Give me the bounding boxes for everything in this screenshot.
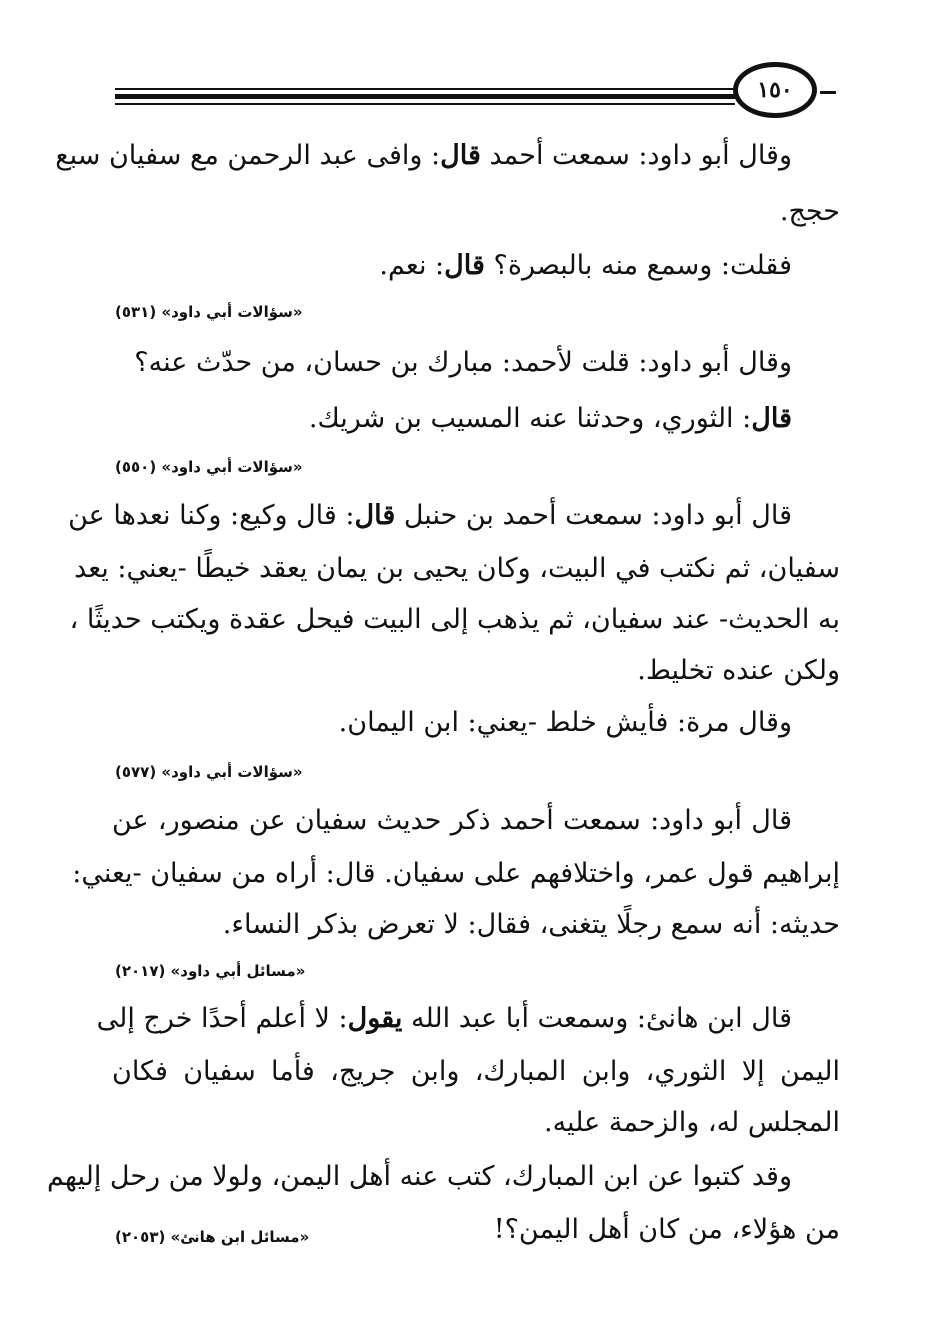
- paragraph: [47, 1003, 840, 1263]
- text-line: اليمن إلا الثوري، وابن المبارك، وابن جريج، فأما سفيان فكان: [112, 1056, 840, 1087]
- header-rule: [115, 94, 735, 99]
- text-line: المجلس له، والزحمة عليه.: [544, 1107, 840, 1138]
- page-number: ١٥٠: [733, 62, 817, 118]
- text-line: سفيان، ثم نكتب في البيت، وكان يحيى بن يمان يعقد خيطًا -يعني: يعد: [74, 553, 840, 584]
- text-line: قال أبو داود: سمعت أحمد ذكر حديث سفيان عن منصور، عن: [112, 805, 792, 836]
- source-citation: «سؤالات أبي داود» (٥٣١): [115, 303, 303, 321]
- text-line: من هؤلاء، من كان أهل اليمن؟!: [493, 1214, 840, 1245]
- text-line: ولكن عنده تخليط.: [637, 655, 840, 686]
- source-citation: «سؤالات أبي داود» (٥٧٧): [115, 763, 303, 781]
- text-line: به الحديث- عند سفيان، ثم يذهب إلى البيت فيحل عقدة ويكتب حديثًا ،: [69, 604, 840, 635]
- text-line: إبراهيم قول عمر، واختلافهم على سفيان. قال: أراه من سفيان -يعني:: [72, 858, 840, 889]
- source-citation: «سؤالات أبي داود» (٥٥٠): [115, 458, 303, 476]
- text-line: قال ابن هانئ: وسمعت أبا عبد الله يقول: لا أعلم أحدًا خرج إلى: [96, 1003, 792, 1034]
- text-line: قال أبو داود: سمعت أحمد بن حنبل قال: قال وكيع: وكنا نعدها عن: [68, 500, 792, 531]
- header-rule: [115, 103, 735, 105]
- header-rule: [820, 91, 836, 94]
- paragraph: [68, 500, 840, 740]
- paragraph: [55, 140, 840, 290]
- text-line: فقلت: وسمع منه بالبصرة؟ قال: نعم.: [379, 250, 792, 281]
- source-citation: «مسائل ابن هانئ» (٢٠٥٣): [115, 1228, 310, 1246]
- source-citation: «مسائل أبي داود» (٢٠١٧): [115, 962, 306, 980]
- text-line: حديثه: أنه سمع رجلًا يتغنى، فقال: لا تعرض بذكر النساء.: [222, 909, 840, 940]
- header-rule: [115, 88, 735, 90]
- paragraph: [112, 347, 840, 447]
- text-line: وقال مرة: فأيش خلط -يعني: ابن اليمان.: [338, 707, 792, 738]
- text-line: وقال أبو داود: سمعت أحمد قال: وافى عبد الرحمن مع سفيان سبع: [55, 140, 792, 171]
- text-line: وقد كتبوا عن ابن المبارك، كتب عنه أهل اليمن، ولولا من رحل إليهم: [47, 1161, 792, 1192]
- paragraph: [72, 805, 840, 955]
- text-line: حجج.: [779, 196, 840, 227]
- text-line: قال: الثوري، وحدثنا عنه المسيب بن شريك.: [308, 403, 792, 434]
- text-line: وقال أبو داود: قلت لأحمد: مبارك بن حسان، من حدّث عنه؟: [134, 347, 792, 378]
